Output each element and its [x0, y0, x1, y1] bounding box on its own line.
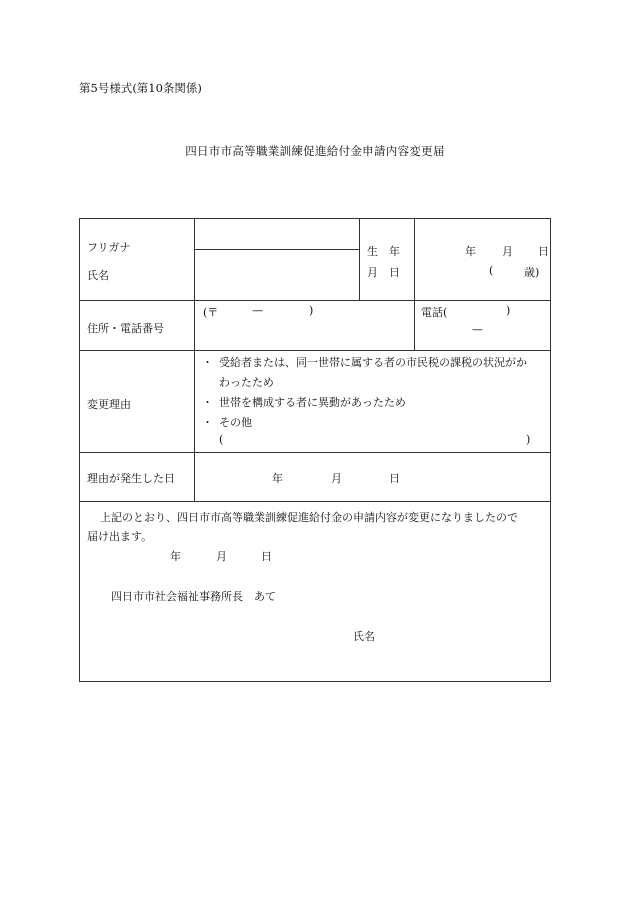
birthdate-input[interactable] — [416, 221, 548, 297]
form-number: 第5号様式(第10条関係) — [79, 81, 202, 95]
phone-dash: — — [472, 323, 483, 336]
address-input[interactable] — [196, 303, 412, 348]
occurrence-year-unit: 年 — [272, 472, 283, 485]
age-unit: 歳) — [524, 266, 540, 279]
occurrence-month-unit: 月 — [331, 472, 342, 485]
reason-option-tax-status[interactable]: 受給者または、同一世帯に属する者の市民税の課税の状況がか — [219, 356, 527, 369]
birthdate-label-top: 生 年 — [367, 245, 400, 258]
phone-prefix: 電話( — [421, 306, 448, 319]
declaration-month-unit: 月 — [216, 550, 227, 563]
change-reason-label: 変更理由 — [87, 398, 131, 411]
row-divider — [80, 300, 550, 301]
occurrence-day-unit: 日 — [389, 472, 400, 485]
bullet-icon: ・ — [202, 356, 213, 369]
birthdate-label-bottom: 月 日 — [367, 266, 400, 279]
birth-month-unit: 月 — [502, 245, 513, 258]
occurrence-date-input[interactable] — [196, 455, 548, 499]
page-title: 四日市市高等職業訓練促進給付金申請内容変更届 — [185, 144, 445, 158]
bullet-icon: ・ — [202, 416, 213, 429]
other-open: ( — [219, 433, 224, 446]
declaration-day-unit: 日 — [261, 550, 272, 563]
application-form-table — [79, 218, 551, 682]
furigana-label: フリガナ — [87, 241, 131, 254]
reason-option-other[interactable]: その他 — [219, 416, 252, 429]
other-close: ) — [526, 433, 531, 446]
age-open: ( — [489, 264, 494, 277]
birth-year-unit: 年 — [465, 245, 476, 258]
row-divider — [80, 501, 550, 502]
reason-option-household-change[interactable]: 世帯を構成する者に異動があったため — [219, 396, 406, 409]
declaration-text-line1: 上記のとおり、四日市市高等職業訓練促進給付金の申請内容が変更になりましたので — [100, 511, 518, 524]
declaration-text-line2: 届け出ます。 — [87, 530, 153, 543]
furigana-input[interactable] — [196, 221, 356, 247]
signature-name-input[interactable] — [380, 624, 540, 644]
phone-close: ) — [506, 304, 511, 317]
declaration-year-unit: 年 — [170, 550, 181, 563]
label-column-divider — [194, 219, 195, 501]
name-input[interactable] — [196, 252, 356, 297]
row-divider — [80, 452, 550, 453]
phone-input[interactable] — [416, 303, 548, 348]
row-divider — [80, 350, 550, 351]
other-reason-input[interactable] — [230, 432, 520, 448]
address-label: 住所・電話番号 — [87, 322, 164, 335]
addressee: 四日市市社会福祉事務所長 あて — [111, 590, 276, 603]
bullet-icon: ・ — [202, 396, 213, 409]
occurrence-date-label: 理由が発生した日 — [87, 472, 175, 485]
signature-name-label: 氏名 — [353, 630, 375, 643]
declaration-date-input[interactable] — [140, 545, 280, 563]
birth-value-divider — [414, 219, 415, 350]
birth-label-divider — [359, 219, 360, 300]
reason-option-tax-status-cont: わったため — [219, 376, 274, 389]
postal-close: ) — [309, 304, 314, 317]
furigana-divider — [194, 249, 359, 250]
postal-dash: — — [252, 304, 263, 317]
name-label: 氏名 — [87, 269, 109, 282]
birth-day-unit: 日 — [538, 245, 549, 258]
postal-prefix: (〒 — [203, 306, 219, 319]
